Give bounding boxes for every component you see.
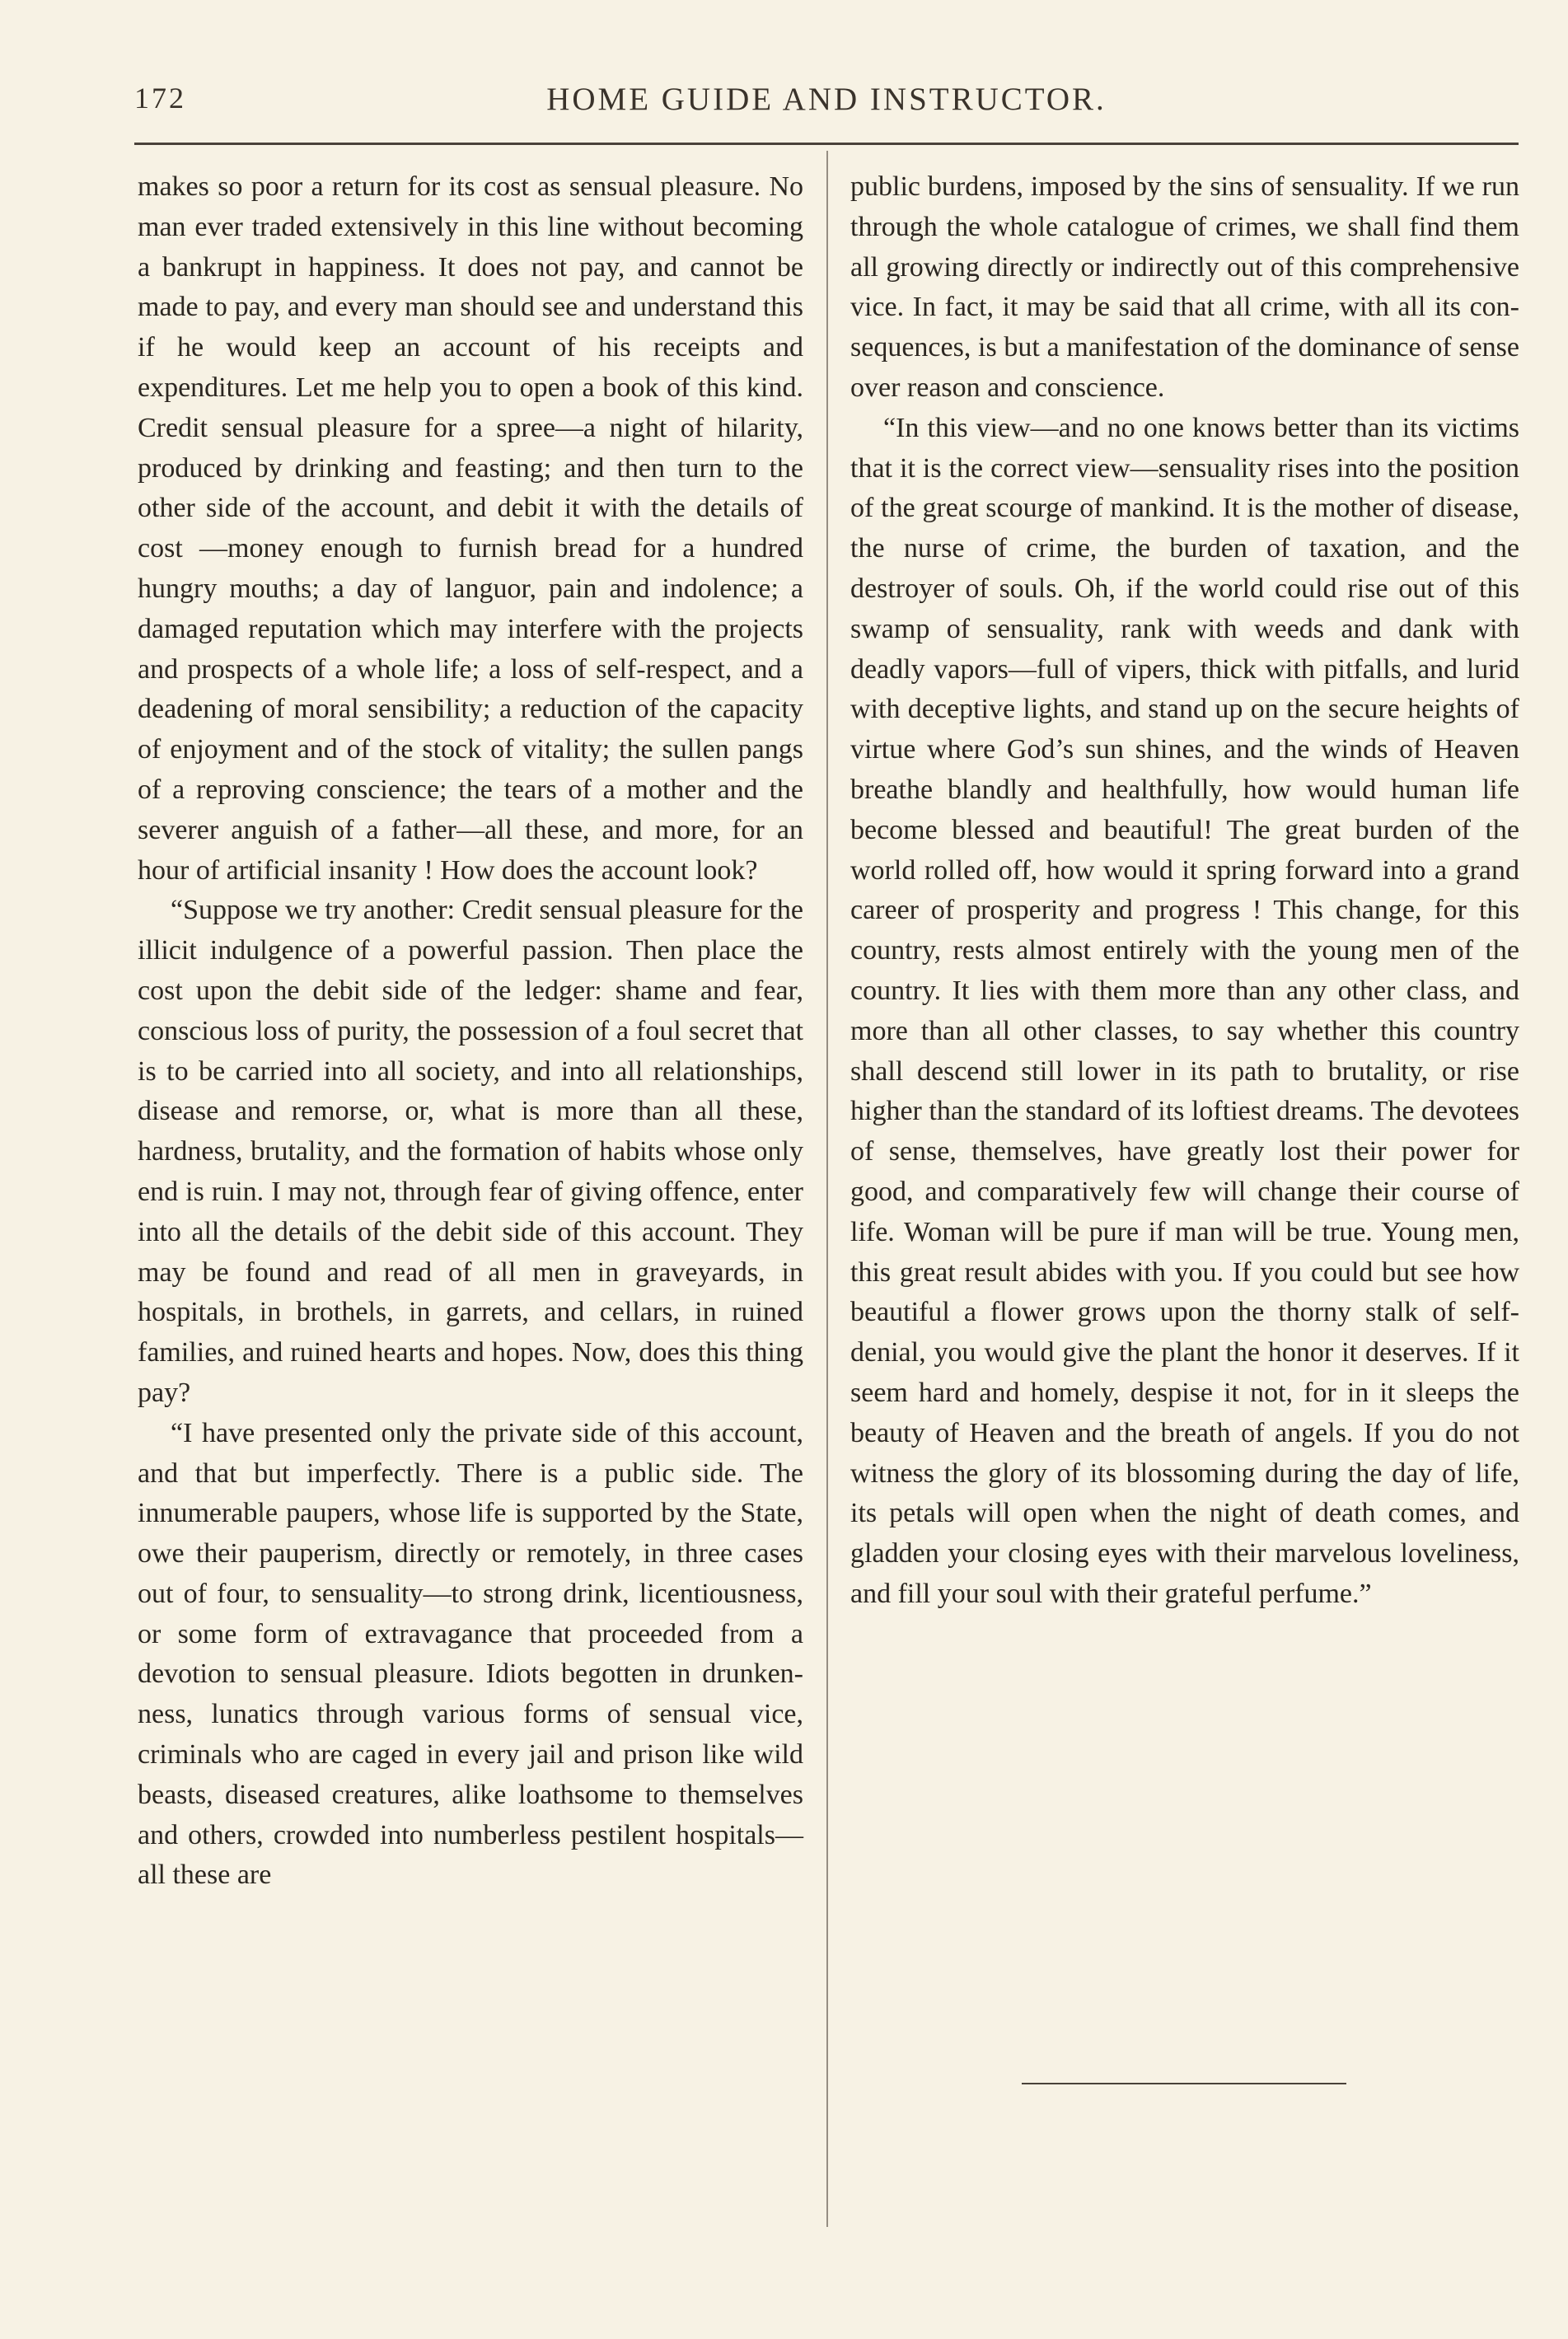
paragraph: “I have presented only the private side of this account, and that but imperfectly. There is a public side. The innumerable paupers, whose life is supported by the State, owe their pauperism, directly or remotely, in three cases out of four, to sensuality—to strong drink, licentiousness, or some form of extravagance that proceeded from a devotion to sensual pleasure. Idiots begotten in drunkenness, lunatics through various forms of sensual vice, criminals who are caged in every jail and prison like wild beasts, diseased creatures, alike loathsome to themselves and others, crowded into numberless pestilent hospitals—all these are — [138, 1417, 803, 1891]
paragraph: makes so poor a return for its cost as sensual pleasure. No man ever traded extensively in this line without becoming a bankrupt in happiness. It does not pay, and cannot be made to pay, and every man should see and understand this if he would keep an account of his receipts and expenditures. Let me help you to open a book of this kind. Credit sensual pleasure for a spree—a night of hilarity, produced by drinking and feasting; and then turn to the other side of the account, and debit it with the details of cost —money enough to furnish bread for a hundred hungry mouths; a day of languor, pain and indolence; a damaged reputation which may interfere with the projects and prospects of a whole life; a loss of self-respect, and a deadening of moral sensibility; a reduction of the capacity of enjoyment and of the stock of vitality; the sullen pangs of a reproving conscience; the tears of a mother and the severer anguish of a father—all these, and more, for an hour of artificial insanity ! How does the account look? — [138, 171, 803, 886]
right-column — [850, 167, 1519, 1615]
paragraph: “Suppose we try another: Credit sensual pleasure for the illicit indulgence of a powerful passion. Then place the cost upon the debit side of the ledger: shame and fear, conscious loss of purity, the possession of a foul secret that is to be carried into all society, and into all relationships, disease and remorse, or, what is more than all these, hardness, brutality, and the formation of habits whose only end is ruin. I may not, through fear of giving offence, enter into all the details of the debit side of this account. They may be found and read of all men in graveyards, in hospitals, in brothels, in garrets, and cellars, in ruined families, and ruined hearts and hopes. Now, does this thing pay? — [138, 895, 803, 1408]
header-rule — [134, 143, 1519, 145]
paragraph: “In this view—and no one knows better than its victims that it is the correct view—sensuality rises into the position of the great scourge of mankind. It is the mother of disease, the nurse of crime, the burden of taxation, and the destroyer of souls. Oh, if the world could rise out of this swamp of sensuality, rank with weeds and dank with deadly vapors—full of vipers, thick with pitfalls, and lurid with deceptive lights, and stand up on the secure heights of virtue where God’s sun shines, and the winds of Heaven breathe blandly and healthfully, how would human life become blessed and beautiful! The great burden of the world rolled off, how would it spring forward into a grand career of prosperity and progress ! This change, for this country, rests almost entirely with the young men of the country. It lies with them more than any other class, and more than all other classes, to say whether this country shall descend still lower in its path to brutality, or rise higher than the standard of its loftiest dreams. The devotees of sense, themselves, have greatly lost their power for good, and comparatively few will change their course of life. Woman will be pure if man will be true. Young men, this great result abides with you. If you could but see how beautiful a flower grows upon the thorny stalk of self-denial, you would give the plant the honor it deserves. If it seem hard and homely, despise it not, for in it sleeps the beauty of Heaven and the breath of angels. If you do not witness the glory of its blossoming during the day of life, its petals will open when the night of death comes, and gladden your closing eyes with their marvelous loveliness, and fill your soul with their grateful perfume.” — [850, 412, 1519, 1609]
left-column — [138, 167, 803, 1896]
page-header — [134, 81, 1519, 130]
end-rule — [1022, 2083, 1346, 2084]
paragraph: public burdens, imposed by the sins of sensuality. If we run through the whole catalogue of crimes, we shall find them all growing directly or indirectly out of this comprehensive vice. In fact, it may be said that all crime, with all its consequences, is but a manifestation of the dominance of sense over reason and conscience. — [850, 171, 1519, 403]
running-title: HOME GUIDE AND INSTRUCTOR. — [546, 82, 1107, 117]
page-number: 172 — [134, 82, 186, 115]
column-divider — [826, 151, 828, 2227]
